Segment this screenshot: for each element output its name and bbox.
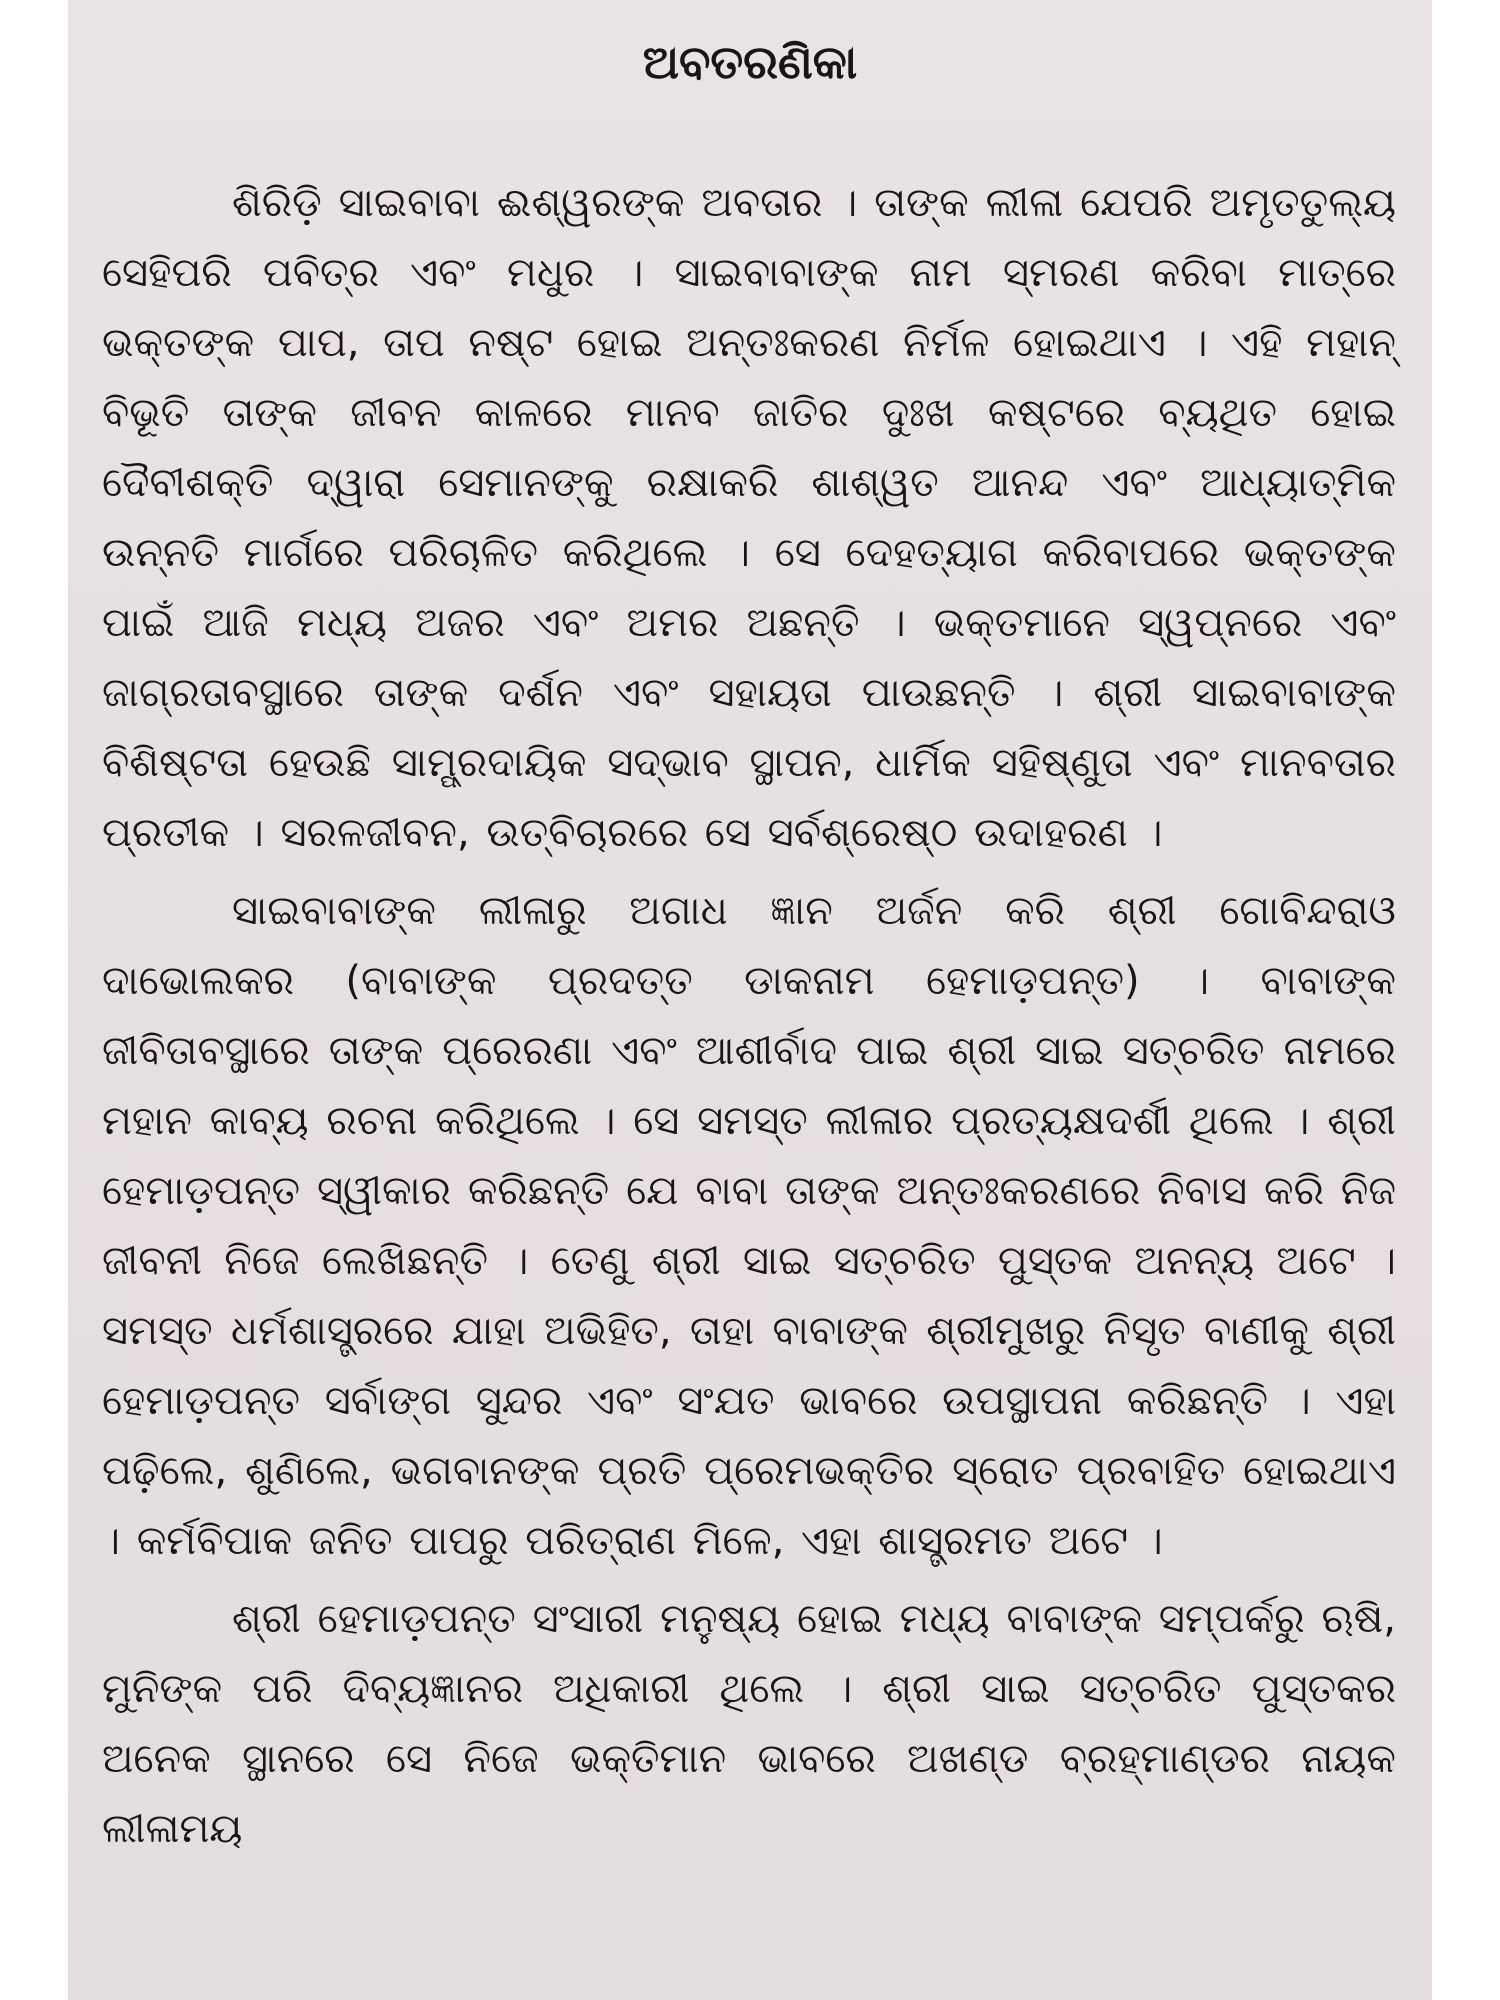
paragraph-3: ଶ୍ରୀ ହେମାଡ଼ପନ୍ତ ସଂସାରୀ ମନୁଷ୍ୟ ହୋଇ ମଧ୍ୟ ବାବାଙ୍କ ସମ୍ପର୍କରୁ ଋଷି, ମୁନିଙ୍କ ପରି ଦିବ୍ୟଜ୍ଞାନର ଅଧିକାରୀ ଥିଲେ । ଶ୍ରୀ ସାଇ ସତ୍‌ଚରିତ ପୁସ୍ତକର ଅନେକ ସ୍ଥାନରେ ସେ ନିଜେ ଭକ୍ତିମାନ ଭାବରେ ଅଖଣ୍ଡ ବ୍ରହ୍ମାଣ୍ଡର ନାୟକ ଲୀଳାମୟ (102, 1596, 1396, 1852)
paragraph-2: ସାଇବାବାଙ୍କ ଲୀଳାରୁ ଅଗାଧ ଜ୍ଞାନ ଅର୍ଜନ କରି ଶ୍ରୀ ଗୋବିନ୍ଦରାଓ ଦାଭୋଲକର (ବାବାଙ୍କ ପ୍ରଦତ୍ତ ଡାକନାମ ହେମାଡ଼ପନ୍ତ) । ବାବାଙ୍କ ଜୀବିତାବସ୍ଥାରେ ତାଙ୍କ ପ୍ରେରଣା ଏବଂ ଆଶୀର୍ବାଦ ପାଇ ଶ୍ରୀ ସାଇ ସତ୍‌ଚରିତ ନାମରେ ମହାନ କାବ୍ୟ ରଚନା କରିଥିଲେ । ସେ ସମସ୍ତ ଲୀଳାର ପ୍ରତ୍ୟକ୍ଷଦର୍ଶୀ ଥିଲେ । ଶ୍ରୀ ହେମାଡ଼ପନ୍ତ ସ୍ୱୀକାର କରିଛନ୍ତି ଯେ ବାବା ତାଙ୍କ ଅନ୍ତଃକରଣରେ ନିବାସ କରି ନିଜ ଜୀବନୀ ନିଜେ ଲେଖିଛନ୍ତି । ତେଣୁ ଶ୍ରୀ ସାଇ ସତ୍‌ଚରିତ ପୁସ୍ତକ ଅନନ୍ୟ ଅଟେ । ସମସ୍ତ ଧର୍ମଶାସ୍ତ୍ରରେ ଯାହା ଅଭିହିତ, ତାହା ବାବାଙ୍କ ଶ୍ରୀମୁଖରୁ ନିସୃତ ବାଣୀକୁ ଶ୍ରୀ ହେମାଡ଼ପନ୍ତ ସର୍ବାଙ୍ଗ ସୁନ୍ଦର ଏବଂ ସଂଯତ ଭାବରେ ଉପସ୍ଥାପନା କରିଛନ୍ତି । ଏହା ପଢ଼ିଲେ, ଶୁଣିଲେ, ଭଗବାନଙ୍କ ପ୍ରତି ପ୍ରେମଭକ୍ତିର ସ୍ରୋତ ପ୍ରବାହିତ ହୋଇଥାଏ । କର୍ମବିପାକ ଜନିତ ପାପରୁ ପରିତ୍ରାଣ ମିଳେ, ଏହା ଶାସ୍ତ୍ରମତ ଅଟେ । (102, 888, 1396, 1564)
book-page (68, 0, 1432, 2000)
chapter-title: ଅବତରଣିକା (642, 35, 858, 89)
paragraph-1: ଶିରିଡ଼ି ସାଇବାବା ଈଶ୍ୱରଙ୍କ ଅବତାର । ତାଙ୍କ ଲୀଳା ଯେପରି ଅମୃତତୁଲ୍ୟ ସେହିପରି ପବିତ୍ର ଏବଂ ମଧୁର । ସାଇବାବାଙ୍କ ନାମ ସ୍ମରଣ କରିବା ମାତ୍ରେ ଭକ୍ତଙ୍କ ପାପ, ତାପ ନଷ୍ଟ ହୋଇ ଅନ୍ତଃକରଣ ନିର୍ମଳ ହୋଇଥାଏ । ଏହି ମହାନ୍ ବିଭୂତି ତାଙ୍କ ଜୀବନ କାଳରେ ମାନବ ଜାତିର ଦୁଃଖ କଷ୍ଟରେ ବ୍ୟଥିତ ହୋଇ ଦୈବୀଶକ୍ତି ଦ୍ୱାରା ସେମାନଙ୍କୁ ରକ୍ଷାକରି ଶାଶ୍ୱତ ଆନନ୍ଦ ଏବଂ ଆଧ୍ୟାତ୍ମିକ ଉନ୍ନତି ମାର୍ଗରେ ପରିଚାଳିତ କରିଥିଲେ । ସେ ଦେହତ୍ୟାଗ କରିବାପରେ ଭକ୍ତଙ୍କ ପାଇଁ ଆଜି ମଧ୍ୟ ଅଜର ଏବଂ ଅମର ଅଛନ୍ତି । ଭକ୍ତମାନେ ସ୍ୱପ୍ନରେ ଏବଂ ଜାଗ୍ରତାବସ୍ଥାରେ ତାଙ୍କ ଦର୍ଶନ ଏବଂ ସହାୟତା ପାଉଛନ୍ତି । ଶ୍ରୀ ସାଇବାବାଙ୍କ ବିଶିଷ୍ଟତା ହେଉଛି ସାମ୍ପ୍ରଦାୟିକ ସଦ୍‌ଭାବ ସ୍ଥାପନ, ଧାର୍ମିକ ସହିଷ୍ଣୁତା ଏବଂ ମାନବତାର ପ୍ରତୀକ । ସରଳଜୀବନ, ଉତ୍‌ବିଚାରରେ ସେ ସର୍ବଶ୍ରେଷ୍ଠ ଉଦାହରଣ । (102, 180, 1396, 856)
page-body (102, 168, 1396, 1864)
